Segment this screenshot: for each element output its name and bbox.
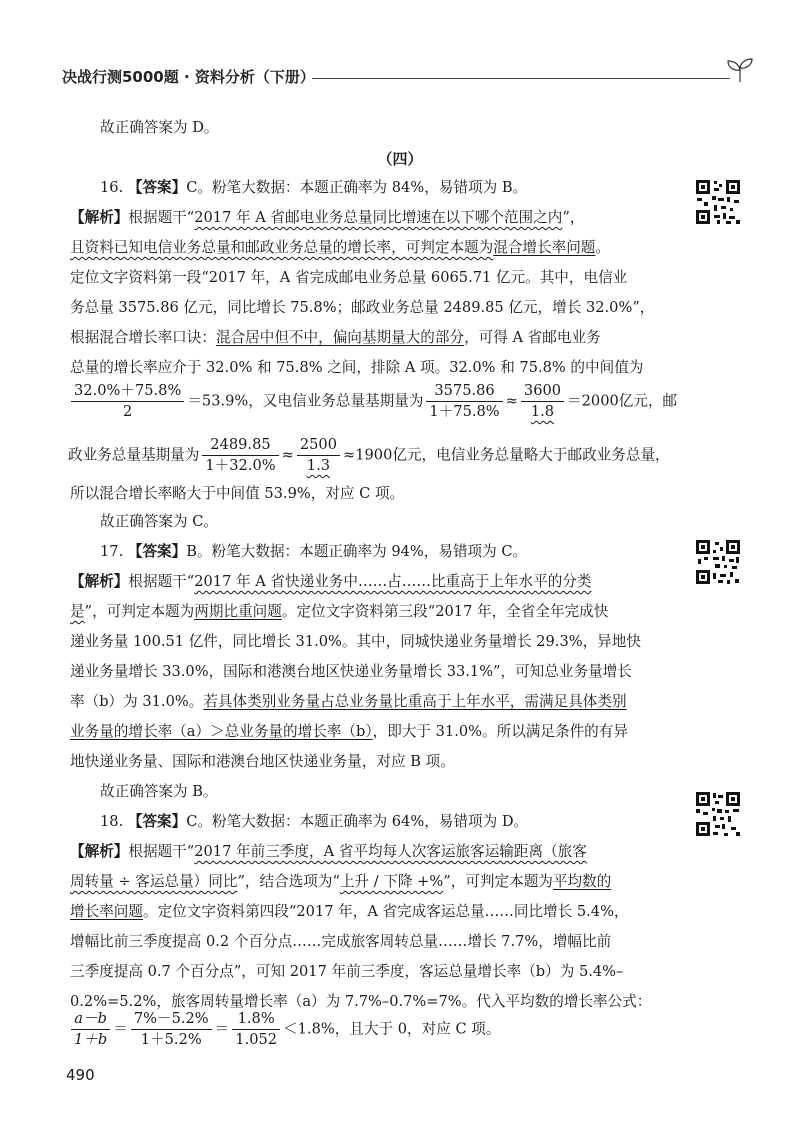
numerator: 3575.86 xyxy=(426,382,502,402)
key-condition: 若具体类别业务量占总业务量比重高于上年水平，需满足具体类别 xyxy=(203,693,627,710)
header-rule xyxy=(312,78,730,79)
q18-analysis-line-2 xyxy=(70,872,611,892)
text-span: ”，结合选项为“ xyxy=(237,873,340,890)
numerator: 2489.85 xyxy=(202,436,278,456)
q16-analysis-line-9: 所以混合增长率略大于中间值 53.9%，对应 C 项。 xyxy=(70,485,405,502)
text-span: ，可得 A 省邮电业务 xyxy=(464,329,601,346)
question-type: 平均数的 xyxy=(552,873,612,890)
q18-answer-line xyxy=(100,812,528,832)
q16-formula-line-1 xyxy=(68,382,677,421)
q18-qr-code[interactable] xyxy=(694,790,742,838)
answer-tag: 【答案】 xyxy=(127,179,187,196)
text-span: 根据题干“ xyxy=(128,573,195,590)
answer-tag: 【答案】 xyxy=(127,813,187,830)
text-span: ＝2000亿元，邮 xyxy=(567,392,678,410)
text-span: 根据题干“ xyxy=(128,209,195,226)
text-span: 率（b）为 31.0%。 xyxy=(70,693,204,710)
page-number: 490 xyxy=(66,1066,95,1084)
text-span: 根据混合增长率口诀： xyxy=(70,329,216,346)
text-span: 。定位文字资料第四段“2017 年，A 省完成客运总量……同比增长 5.4%， xyxy=(142,903,629,920)
denominator: 1.052 xyxy=(235,1031,278,1048)
text-span: ＜1.8%，且大于 0，对应 C 项。 xyxy=(283,1020,501,1038)
q18-analysis-line-4: 增幅比前三季度提高 0.2 个百分点……完成旅客周转总量……增长 7.7%，增幅比前 xyxy=(70,933,612,950)
header-title: 决战行测5000题 · 资料分析（下册） xyxy=(62,68,315,86)
text-span: ”，可判定本题为 xyxy=(443,873,553,890)
text-span: ”，可判定本题为 xyxy=(84,603,195,620)
question-type: 两期比重问题 xyxy=(194,603,282,620)
numerator: 7%－5.2% xyxy=(131,1010,212,1030)
text-span: ≈1900亿元，电信业务总量略大于邮政业务总量， xyxy=(342,446,670,464)
question-stem-quote: 2017 年 A 省快递业务中……占……比重高于上年水平的分类 xyxy=(194,573,592,590)
q16-formula-line-2 xyxy=(68,436,670,475)
q17-final-answer: 故正确答案为 B。 xyxy=(100,783,218,800)
text-span: 根据题干“ xyxy=(128,843,195,860)
numerator: 2500 xyxy=(297,436,340,456)
numerator: a－b xyxy=(71,1010,110,1030)
section-heading: （四） xyxy=(377,150,423,168)
answer-tag: 【答案】 xyxy=(127,543,187,560)
q16-answer-text: C。粉笔大数据：本题正确率为 84%，易错项为 B。 xyxy=(186,179,528,196)
fraction xyxy=(426,382,502,421)
q18-analysis-line-6: 0.2%=5.2%，旅客周转量增长率（a）为 7.7%–0.7%=7%。代入平均数的增长率公式： xyxy=(70,993,652,1010)
q18-analysis-line-1 xyxy=(70,842,587,862)
fraction xyxy=(131,1010,212,1049)
denominator: 1＋5.2% xyxy=(140,1031,202,1048)
q17-analysis-line-3: 递业务量 100.51 亿件，同比增长 31.0%。其中，同城快递业务量增长 29.3%，异地快 xyxy=(70,633,641,650)
answer-line: 故正确答案为 D。 xyxy=(100,119,219,136)
analysis-tag: 【解析】 xyxy=(70,843,129,860)
question-type: 混合增长率问题 xyxy=(493,239,596,256)
q16-analysis-line-3: 定位文字资料第一段“2017 年，A 省完成邮电业务总量 6065.71 亿元。其中，电信业 xyxy=(70,269,628,286)
fraction xyxy=(297,436,340,475)
numerator: 3600 xyxy=(521,382,564,402)
question-stem-quote: 2017 年 A 省邮电业务总量同比增速在以下哪个范围之内 xyxy=(194,209,563,226)
q16-answer-line xyxy=(100,178,527,198)
sprout-icon xyxy=(725,58,755,84)
analysis-tag: 【解析】 xyxy=(70,209,129,226)
text-span: ＝53.9%，又电信业务总量基期量为 xyxy=(187,392,424,410)
analysis-tag: 【解析】 xyxy=(70,573,129,590)
denominator: 1.3 xyxy=(306,457,331,474)
mnemonic: 混合居中但不中，偏向基期量大的部分 xyxy=(215,329,465,346)
q17-number: 17. xyxy=(100,543,124,560)
question-stem-quote: 2017 年前三季度，A 省平均每人次客运旅客运输距离（旅客 xyxy=(194,843,587,860)
q17-analysis-line-1 xyxy=(70,572,592,592)
q16-final-answer: 故正确答案为 C。 xyxy=(100,513,218,530)
q17-analysis-line-6 xyxy=(70,722,628,742)
text-span: 。 xyxy=(595,239,611,256)
qr-code-icon xyxy=(694,790,742,838)
equals-sign: ＝ xyxy=(113,1020,128,1038)
q17-analysis-line-4: 递业务量增长 33.0%，国际和港澳台地区快递业务量增长 33.1%”，可知总业务量增长 xyxy=(70,663,632,680)
denominator: 1.8 xyxy=(530,403,555,420)
fraction xyxy=(202,436,278,475)
key-condition: 业务量的增长率（a）＞总业务量的增长率（b） xyxy=(70,723,373,740)
page-header xyxy=(62,58,752,98)
fraction xyxy=(232,1010,280,1049)
qr-code-icon xyxy=(694,538,742,586)
denominator: 2 xyxy=(123,403,133,420)
q18-number: 18. xyxy=(100,813,124,830)
text-span: 是 xyxy=(70,603,85,620)
qr-code-icon xyxy=(694,178,742,226)
q17-analysis-line-2 xyxy=(70,602,608,622)
q16-qr-code[interactable] xyxy=(694,178,742,226)
question-type: 增长率问题 xyxy=(70,903,143,920)
q17-qr-code[interactable] xyxy=(694,538,742,586)
fraction xyxy=(71,1010,110,1049)
q17-answer-line xyxy=(100,542,527,562)
denominator: 1＋32.0% xyxy=(205,457,276,474)
text-span: 。定位文字资料第三段“2017 年，全省全年完成快 xyxy=(281,603,609,620)
text-span: 且资料已知电信业务总量和邮政业务总量的增长率，可判定本题为 xyxy=(70,239,494,256)
denominator: 1＋75.8% xyxy=(429,403,500,420)
numerator: 32.0%＋75.8% xyxy=(71,382,184,402)
approx-sign: ≈ xyxy=(281,446,294,464)
text-span: 周转量 ÷ 客运总量）同比 xyxy=(70,873,238,890)
text-span: ，即大于 31.0%。所以满足条件的有异 xyxy=(372,723,628,740)
fraction xyxy=(521,382,564,421)
approx-sign: ≈ xyxy=(505,392,518,410)
q16-analysis-line-1 xyxy=(70,208,584,228)
q18-answer-text: C。粉笔大数据：本题正确率为 64%，易错项为 D。 xyxy=(186,813,529,830)
text-span: ”， xyxy=(562,209,585,226)
q16-analysis-line-4: 务总量 3575.86 亿元，同比增长 75.8%；邮政业务总量 2489.85 亿元，增长 32.0%”， xyxy=(70,299,655,316)
q18-analysis-line-5: 三季度提高 0.7 个百分点”，可知 2017 年前三季度，客运总量增长率（b）为 5.4%– xyxy=(70,963,624,980)
q17-analysis-line-7: 地快递业务量、国际和港澳台地区快递业务量，对应 B 项。 xyxy=(70,753,455,770)
fraction xyxy=(71,382,184,421)
q17-analysis-line-5 xyxy=(70,692,627,712)
text-span: 政业务总量基期量为 xyxy=(68,446,200,464)
q18-formula-line xyxy=(68,1010,500,1049)
q16-analysis-line-5 xyxy=(70,328,601,348)
option-pattern: 上升 / 下降 +% xyxy=(339,873,444,890)
denominator: 1＋b xyxy=(74,1031,108,1048)
q17-answer-text: B。粉笔大数据：本题正确率为 94%，易错项为 C。 xyxy=(186,543,528,560)
q18-analysis-line-3 xyxy=(70,902,629,922)
equals-sign: ＝ xyxy=(214,1020,230,1038)
q16-analysis-line-6: 总量的增长率应介于 32.0% 和 75.8% 之间，排除 A 项。32.0% 和 75.8% 的中间值为 xyxy=(70,359,644,376)
q16-number: 16. xyxy=(100,179,124,196)
q16-analysis-line-2 xyxy=(70,238,610,258)
numerator: 1.8% xyxy=(232,1010,280,1030)
